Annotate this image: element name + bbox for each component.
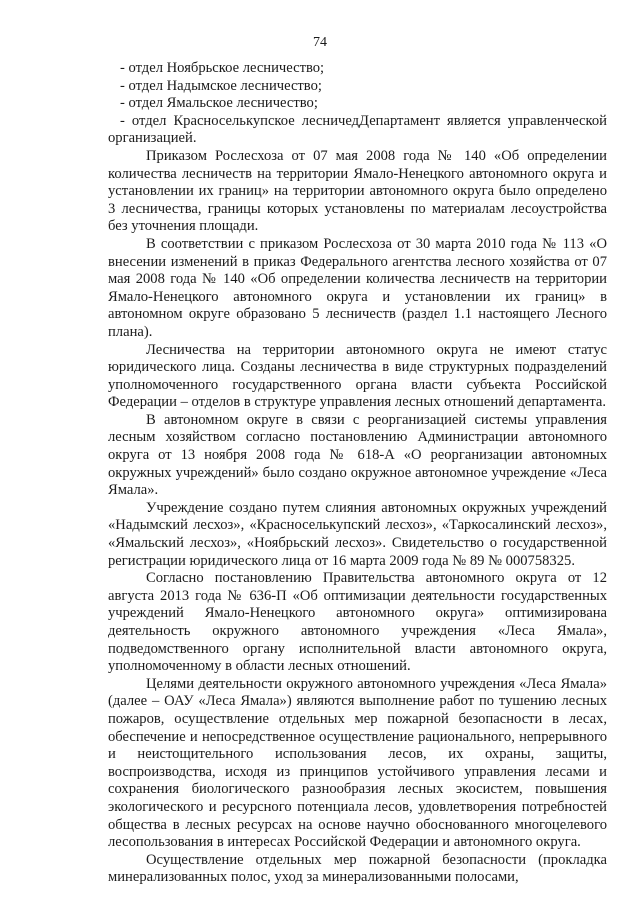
paragraph: Целями деятельности окружного автономного учреждения «Леса Ямала» (далее – ОАУ «Леса Ямала») являются выполнение работ по тушению лесных пожаров, осуществление отдельных мер пожарной безопасности в лесах, обеспечение и непосредственное осуществление рационального, непрерывного и неистощительного использования лесов, их охраны, защиты, воспроизводства, исходя из принципов устойчивого управления лесами и сохранения биологического разнообразия лесных экосистем, повышения экологического и ресурсного потенциала лесов, удовлетворения потребностей общества в лесных ресурсах на основе научно обоснованного многоцелевого лесопользования в интересах Российской Федерации и автономного округа.	[108, 675, 607, 851]
paragraph: Осуществление отдельных мер пожарной безопасности (прокладка минерализованных полос, уход за минерализованными полосами,	[108, 851, 607, 886]
paragraph: - отдел Красноселькупское лесничедДепартамент является управленческой организацией.	[108, 112, 607, 147]
list-item: - отдел Ноябрьское лесничество;	[120, 60, 325, 76]
paragraph: Учреждение создано путем слияния автономных окружных учреждений «Надымский лесхоз», «Красноселькупский лесхоз», «Таркосалинский лесхоз», «Ямальский лесхоз», «Ноябрьский лесхоз». Свидетельство о государственной регистрации юридического лица от 16 марта 2009 года № 89 № 000758325.	[108, 499, 607, 569]
document-body	[108, 60, 607, 887]
paragraph: Приказом Рослесхоза от 07 мая 2008 года № 140 «Об определении количества лесничеств на территории Ямало-Ненецкого автономного округа и установлении их границ» на территории автономного округа было определено 3 лесничества, границы которых установлены по материалам лесоустройства без уточнения площади.	[108, 147, 607, 235]
paragraph: Согласно постановлению Правительства автономного округа от 12 августа 2013 года № 636-П «Об оптимизации деятельности государственных учреждений Ямало-Ненецкого автономного округа» оптимизирована деятельность окружного автономного учреждения «Леса Ямала», подведомственного органу исполнительной власти автономного округа, уполномоченному в области лесных отношений.	[108, 570, 607, 675]
paragraph: В соответствии с приказом Рослесхоза от 30 марта 2010 года № 113 «О внесении изменений в приказ Федерального агентства лесного хозяйства от 07 мая 2008 года № 140 «Об определении количества лесничеств на территории Ямало-Ненецкого автономного округа и установлении их границ» в автономном округе образовано 5 лесничеств (раздел 1.1 настоящего Лесного плана).	[108, 235, 607, 340]
list-item: - отдел Надымское лесничество;	[120, 77, 322, 94]
paragraph: В автономном округе в связи с реорганизацией системы управления лесным хозяйством согласно постановлению Администрации автономного округа от 13 ноября 2008 года № 618-А «О реорганизации автономных окружных учреждений» было создано окружное автономное учреждение «Леса Ямала».	[108, 411, 607, 499]
paragraph: Лесничества на территории автономного округа не имеют статус юридического лица. Созданы лесничества в виде структурных подразделений уполномоченного государственного органа власти субъекта Российской Федерации – отделов в структуре управления лесных отношений департамента.	[108, 341, 607, 411]
list-item: - отдел Ямальское лесничество;	[120, 95, 318, 112]
page-number: 74	[313, 35, 327, 50]
